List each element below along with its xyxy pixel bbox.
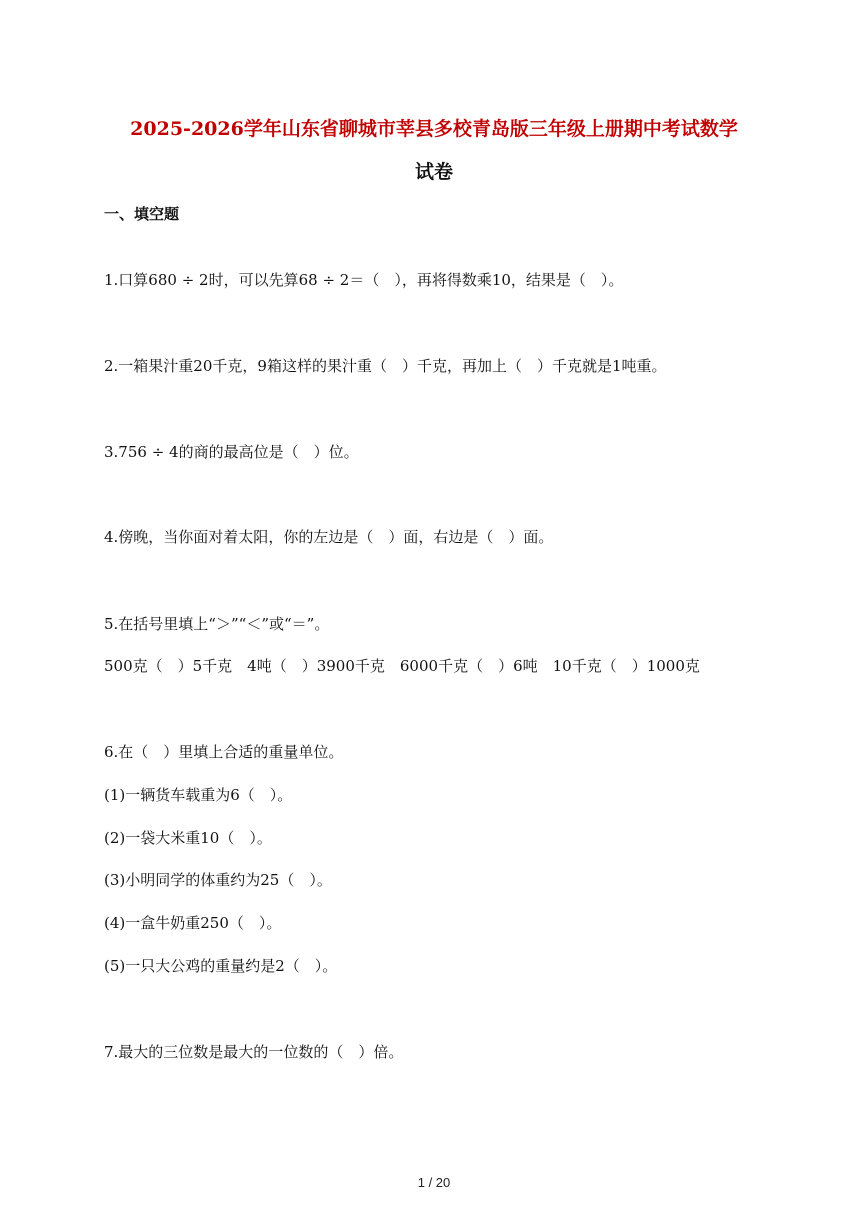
document-title-line1: 2025-2026学年山东省聊城市莘县多校青岛版三年级上册期中考试数学 xyxy=(130,118,738,140)
question-6-item-4: (4)一盒牛奶重250（ ）。 xyxy=(104,914,282,932)
question-6-item-5: (5)一只大公鸡的重量约是2（ ）。 xyxy=(104,957,338,975)
page-number: 1 / 20 xyxy=(417,1175,451,1190)
question-6-item-2: (2)一袋大米重10（ ）。 xyxy=(104,829,272,847)
question-6-item-1: (1)一辆货车载重为6（ ）。 xyxy=(104,786,293,804)
question-4: 4.傍晚，当你面对着太阳，你的左边是（ ）面，右边是（ ）面。 xyxy=(104,528,554,546)
question-2: 2.一箱果汁重20千克，9箱这样的果汁重（ ）千克，再加上（ ）千克就是1吨重。 xyxy=(104,357,667,375)
document-title-line2: 试卷 xyxy=(414,161,453,183)
question-7: 7.最大的三位数是最大的一位数的（ ）倍。 xyxy=(104,1043,404,1061)
question-6-item-3: (3)小明同学的体重约为25（ ）。 xyxy=(104,871,332,889)
question-6: 6.在（ ）里填上合适的重量单位。 xyxy=(104,743,344,761)
question-3: 3.756 ÷ 4的商的最高位是（ ）位。 xyxy=(104,443,359,461)
section-heading: 一、填空题 xyxy=(104,205,180,223)
question-5-comparisons: 500克（ ）5千克 4吨（ ）3900千克 6000千克（ ）6吨 10千克（ ）1000克 xyxy=(104,657,700,675)
question-1: 1.口算680 ÷ 2时，可以先算68 ÷ 2＝（ ），再将得数乘10，结果是（ ）。 xyxy=(104,271,624,289)
question-5: 5.在括号里填上“＞”“＜”或“＝”。 xyxy=(104,615,330,633)
